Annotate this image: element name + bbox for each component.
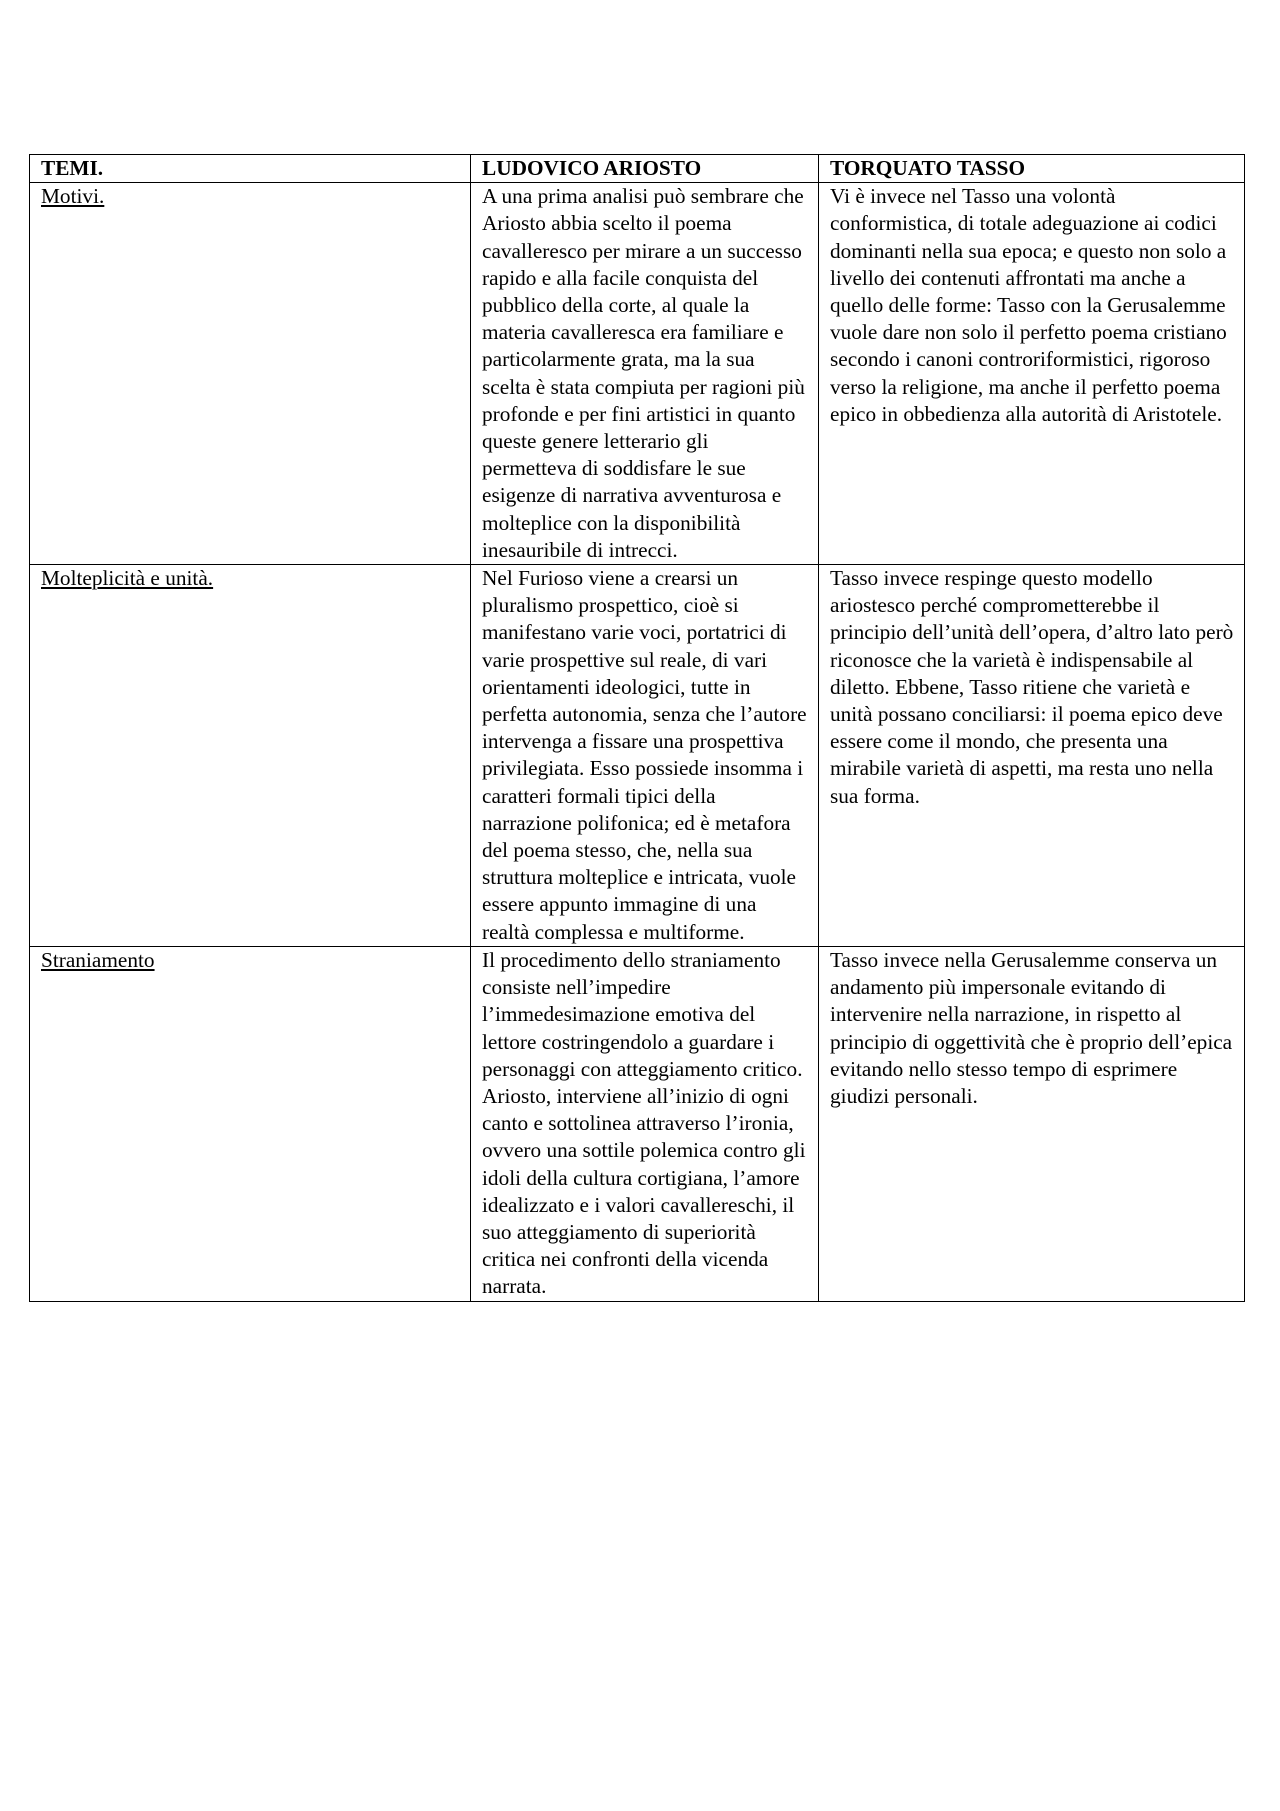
header-tasso: TORQUATO TASSO <box>819 155 1245 183</box>
table-row-straniamento <box>30 946 1245 1301</box>
table-row-molteplicita <box>30 565 1245 947</box>
comparison-table <box>29 154 1245 1302</box>
tasso-cell: Tasso invece respinge questo modello ariostesco perché comprometterebbe il principio dell’unità dell’opera, d’altro lato però riconosce che la varietà è indispensabile al diletto. Ebbene, Tasso ritiene che varietà e unità possano conciliarsi: il poema epico deve essere come il mondo, che presenta una mirabile varietà di aspetti, ma resta uno nella sua forma. <box>819 565 1245 947</box>
header-ariosto: LUDOVICO ARIOSTO <box>471 155 819 183</box>
ariosto-cell: Il procedimento dello straniamento consiste nell’impedire l’immedesimazione emotiva del lettore costringendolo a guardare i personaggi con atteggiamento critico. Ariosto, interviene all’inizio di ogni canto e sottolinea attraverso l’ironia, ovvero una sottile polemica contro gli idoli della cultura cortigiana, l’amore idealizzato e i valori cavallereschi, il suo atteggiamento di superiorità critica nei confronti della vicenda narrata. <box>471 946 819 1301</box>
ariosto-cell: Nel Furioso viene a crearsi un pluralismo prospettico, cioè si manifestano varie voci, portatrici di varie prospettive sul reale, di vari orientamenti ideologici, tutte in perfetta autonomia, senza che l’autore intervenga a fissare una prospettiva privilegiata. Esso possiede insomma i caratteri formali tipici della narrazione polifonica; ed è metafora del poema stesso, che, nella sua struttura molteplice e intricata, vuole essere appunto immagine di una realtà complessa e multiforme. <box>471 565 819 947</box>
tasso-cell: Vi è invece nel Tasso una volontà conformistica, di totale adeguazione ai codici dominanti nella sua epoca; e questo non solo a livello dei contenuti affrontati ma anche a quello delle forme: Tasso con la Gerusalemme vuole dare non solo il perfetto poema cristiano secondo i canoni controriformistici, rigoroso verso la religione, ma anche il perfetto poema epico in obbedienza alla autorità di Aristotele. <box>819 183 1245 565</box>
tasso-cell: Tasso invece nella Gerusalemme conserva un andamento più impersonale evitando di intervenire nella narrazione, in rispetto al principio di oggettività che è proprio dell’epica evitando nello stesso tempo di esprimere giudizi personali. <box>819 946 1245 1301</box>
theme-cell <box>30 946 471 1301</box>
header-temi: TEMI. <box>30 155 471 183</box>
theme-label: Straniamento <box>41 947 155 972</box>
ariosto-cell: A una prima analisi può sembrare che Ariosto abbia scelto il poema cavalleresco per mirare a un successo rapido e alla facile conquista del pubblico della corte, al quale la materia cavalleresca era familiare e particolarmente grata, ma la sua scelta è stata compiuta per ragioni più profonde e per fini artistici in quanto queste genere letterario gli permetteva di soddisfare le sue esigenze di narrativa avventurosa e molteplice con la disponibilità inesauribile di intrecci. <box>471 183 819 565</box>
table-header-row <box>30 155 1245 183</box>
theme-label: Motivi. <box>41 184 105 209</box>
table-row-motivi <box>30 183 1245 565</box>
theme-label: Molteplicità e unità. <box>41 566 214 591</box>
theme-cell <box>30 183 471 565</box>
theme-cell <box>30 565 471 947</box>
